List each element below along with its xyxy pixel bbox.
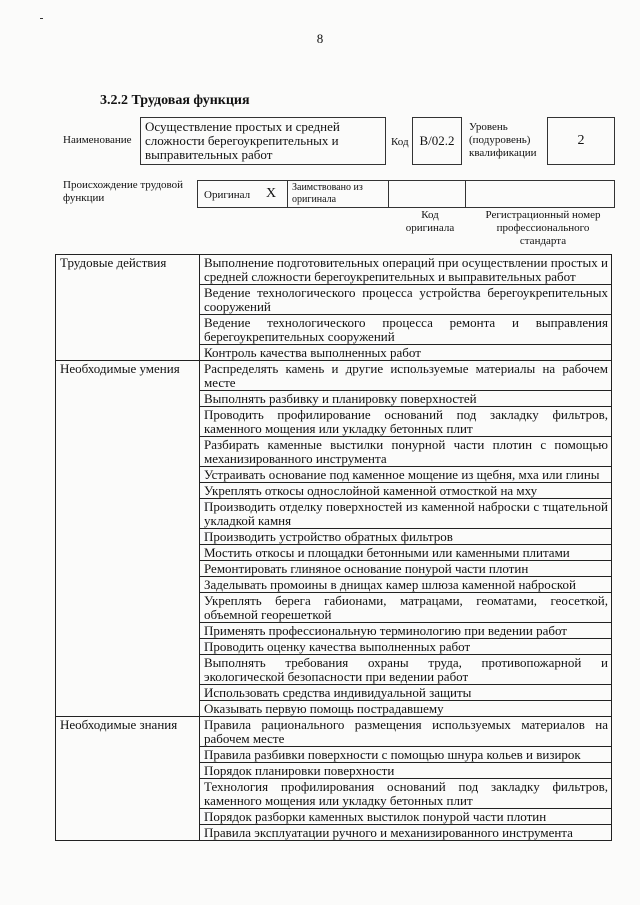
borrowed-label: Заимствовано из оригинала — [288, 181, 389, 207]
item-cell: Мостить откосы и площадки бетонными или каменными плитами — [200, 545, 612, 561]
item-cell: Порядок разборки каменных выстилок понурой части плотин — [200, 809, 612, 825]
item-cell: Ремонтировать глиняное основание понурой части плотин — [200, 561, 612, 577]
original-cell — [198, 181, 288, 207]
item-cell: Правила разбивки поверхности с помощью шнура кольев и визирок — [200, 747, 612, 763]
original-code-cell — [389, 181, 466, 207]
origin-row — [197, 180, 615, 208]
item-cell: Использовать средства индивидуальной защиты — [200, 685, 612, 701]
item-cell: Правила эксплуатации ручного и механизированного инструмента — [200, 825, 612, 841]
item-cell: Укреплять берега габионами, матрацами, геоматами, геосеткой, объемной георешеткой — [200, 593, 612, 623]
table-row — [56, 255, 612, 285]
item-cell: Производить устройство обратных фильтров — [200, 529, 612, 545]
registration-number-caption: Регистрационный номер профессионального стандарта — [485, 209, 601, 247]
item-cell: Порядок планировки поверхности — [200, 763, 612, 779]
scan-mark — [40, 18, 43, 19]
original-mark: X — [266, 186, 277, 201]
code-label: Код — [391, 136, 409, 148]
function-code-field: B/02.2 — [412, 117, 462, 165]
item-cell: Выполнение подготовительных операций при осуществлении простых и средней сложности берегоукрепительных и выправительных работ — [200, 255, 612, 285]
item-cell: Технология профилирования оснований под закладку фильтров, каменного мощения или укладку бетонных плит — [200, 779, 612, 809]
item-cell: Ведение технологического процесса устройства берегоукрепительных сооружений — [200, 285, 612, 315]
item-cell: Контроль качества выполненных работ — [200, 345, 612, 361]
qualification-level-field: 2 — [547, 117, 615, 165]
item-cell: Выполнять разбивку и планировку поверхностей — [200, 391, 612, 407]
item-cell: Укреплять откосы однослойной каменной отмосткой на мху — [200, 483, 612, 499]
item-cell: Заделывать промоины в днищах камер шлюза каменной наброской — [200, 577, 612, 593]
section-title: 3.2.2 Трудовая функция — [100, 93, 250, 108]
qualification-level-label: Уровень (подуровень) квалификации — [469, 121, 537, 159]
name-label: Наименование — [63, 134, 132, 146]
item-cell: Проводить профилирование оснований под закладку фильтров, каменного мощения или укладку бетонных плит — [200, 407, 612, 437]
function-name-field: Осуществление простых и средней сложности берегоукрепительных и выправительных работ — [140, 117, 386, 165]
table-row — [56, 361, 612, 391]
item-cell: Проводить оценку качества выполненных работ — [200, 639, 612, 655]
item-cell: Распределять камень и другие используемые материалы на рабочем месте — [200, 361, 612, 391]
item-cell: Устраивать основание под каменное мощение из щебня, мха или глины — [200, 467, 612, 483]
function-details-table — [55, 254, 612, 841]
original-code-caption: Код оригинала — [405, 209, 455, 234]
item-cell: Производить отделку поверхностей из каменной наброски с тщательной укладкой камня — [200, 499, 612, 529]
category-cell: Трудовые действия — [56, 255, 200, 361]
page-number: 8 — [316, 31, 324, 46]
item-cell: Разбирать каменные выстилки понурной части плотин с помощью механизированного инструмента — [200, 437, 612, 467]
item-cell: Ведение технологического процесса ремонта и выправления берегоукрепительных сооружений — [200, 315, 612, 345]
item-cell: Применять профессиональную терминологию при ведении работ — [200, 623, 612, 639]
registration-number-cell — [466, 181, 614, 207]
item-cell: Оказывать первую помощь пострадавшему — [200, 701, 612, 717]
item-cell: Выполнять требования охраны труда, противопожарной и экологической безопасности при ведении работ — [200, 655, 612, 685]
category-cell: Необходимые умения — [56, 361, 200, 717]
origin-label: Происхождение трудовой функции — [63, 179, 184, 204]
table-row — [56, 717, 612, 747]
item-cell: Правила рационального размещения используемых материалов на рабочем месте — [200, 717, 612, 747]
original-label: Оригинал — [204, 189, 251, 201]
category-cell: Необходимые знания — [56, 717, 200, 841]
